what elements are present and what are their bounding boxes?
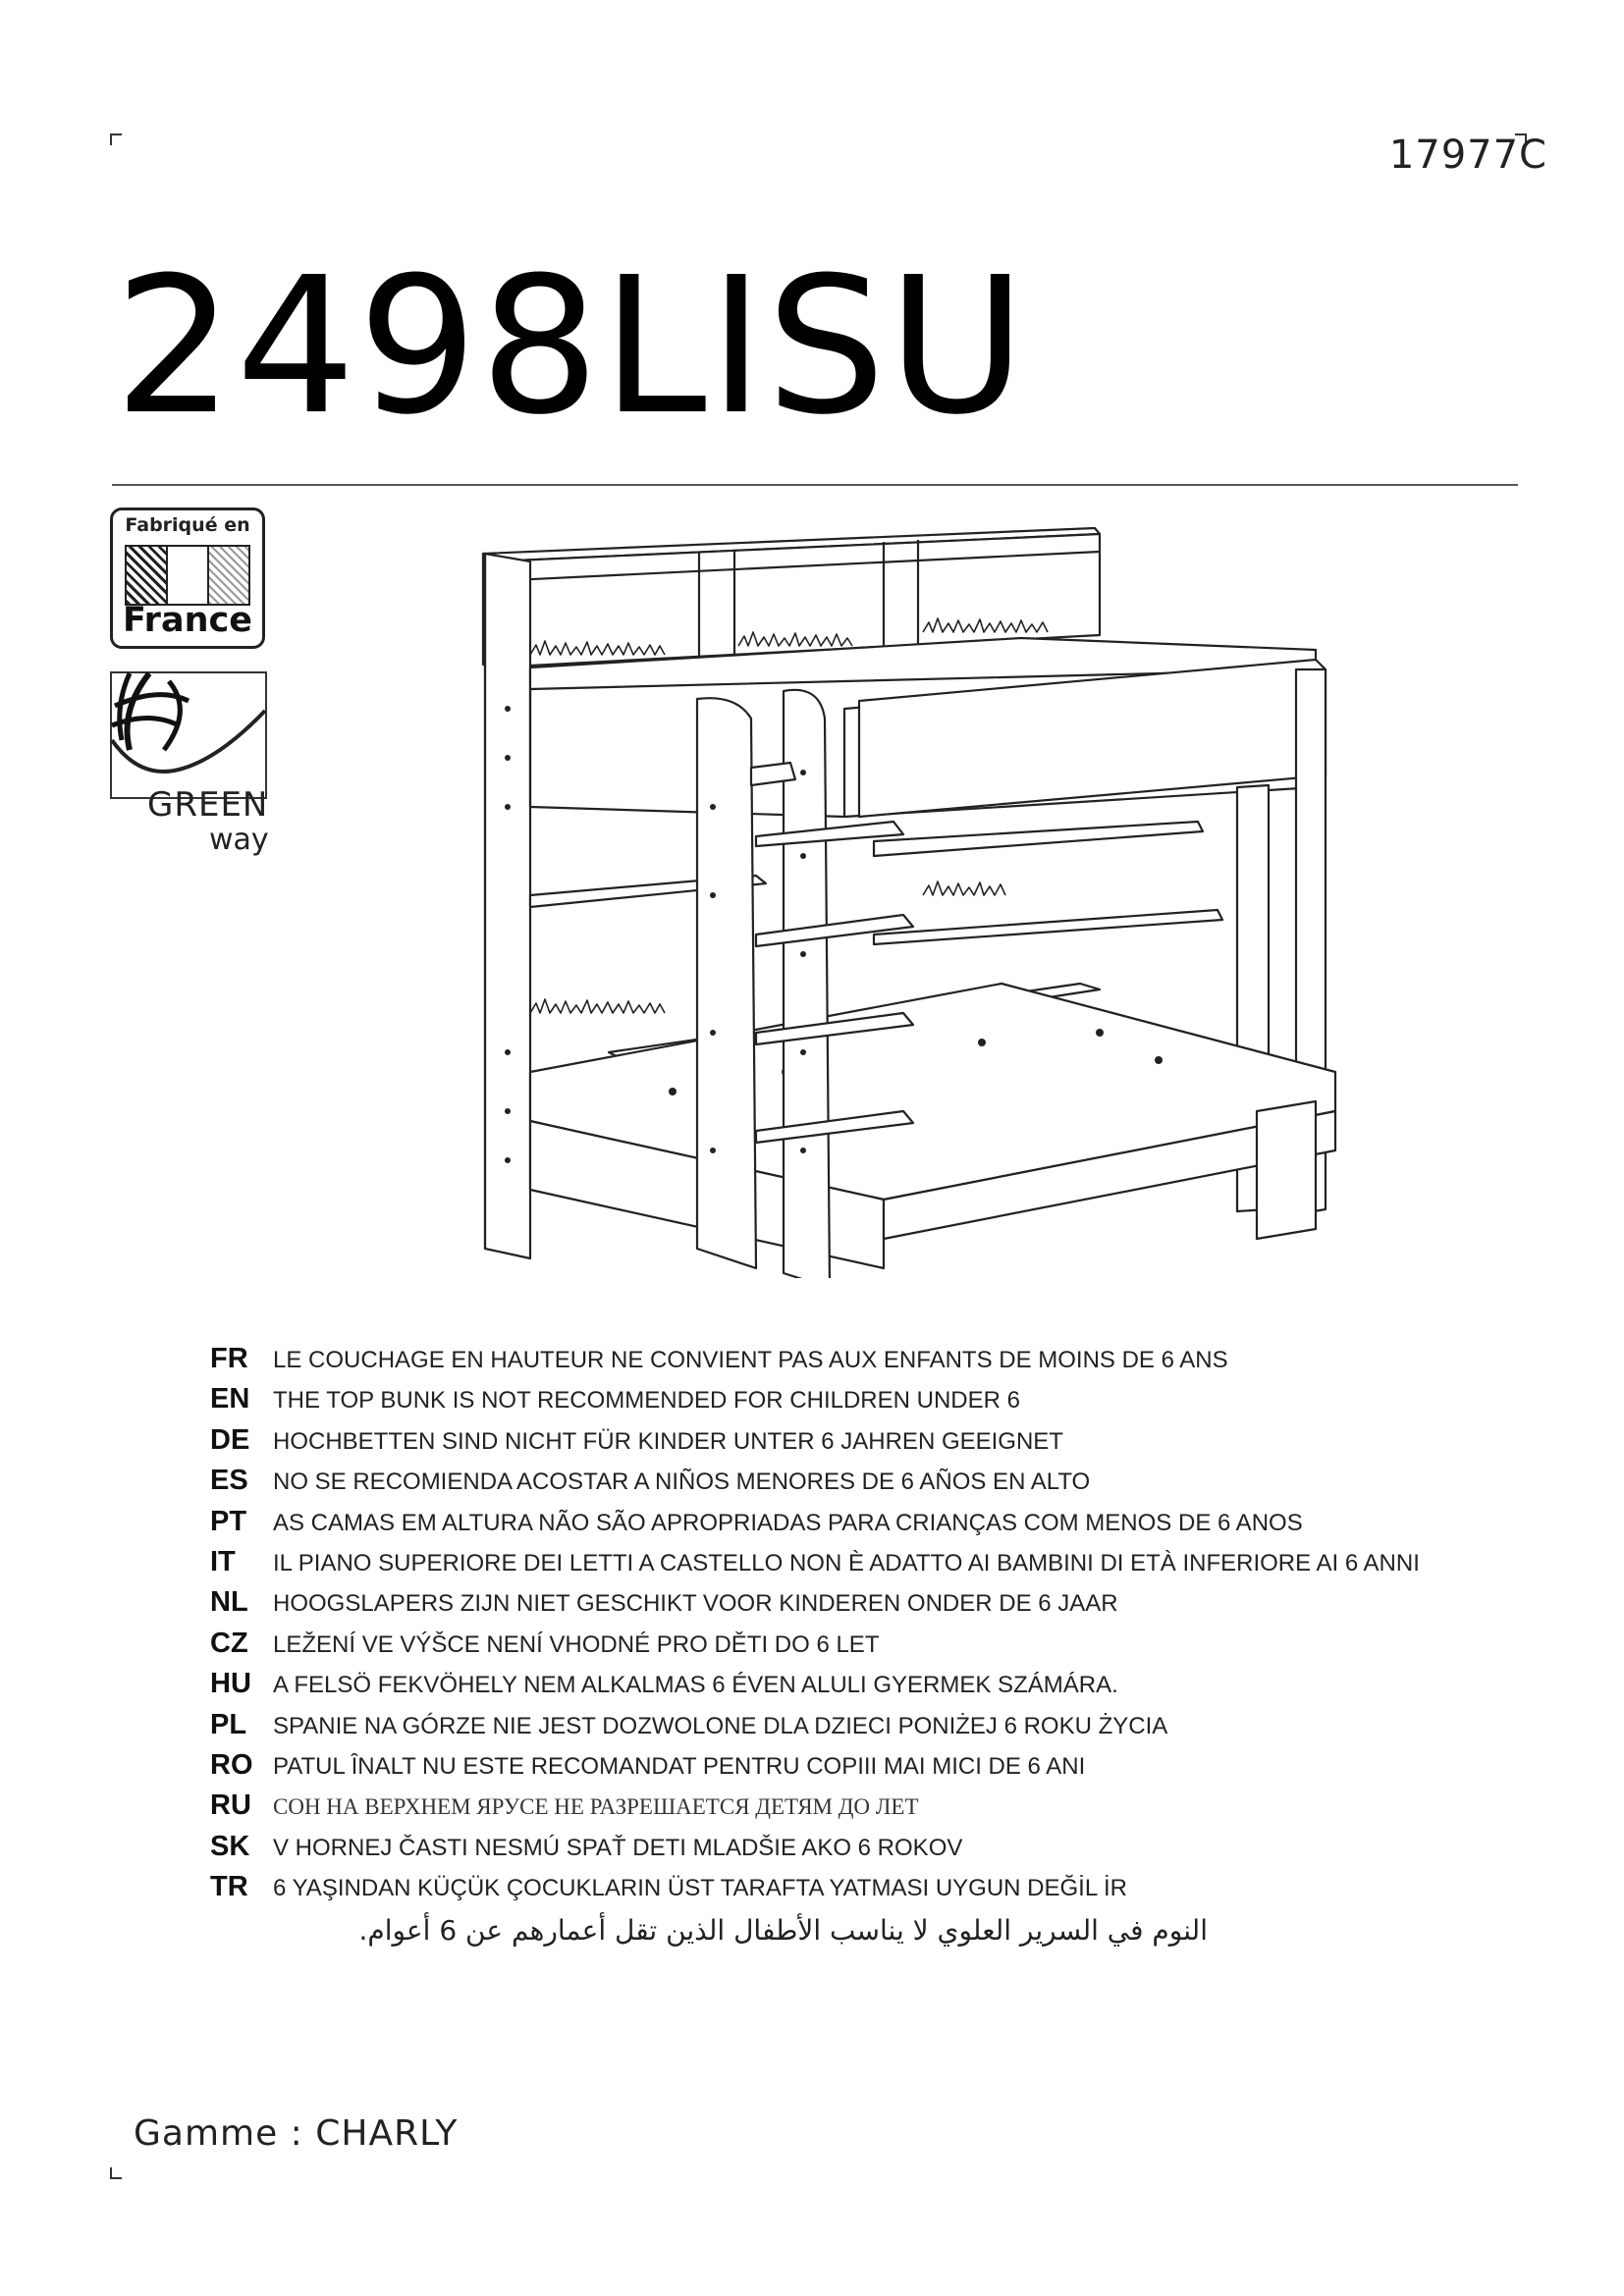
warning-row-ru [210, 1789, 1536, 1830]
language-code: IT [210, 1545, 236, 1577]
divider [112, 484, 1518, 486]
warning-text: SPANIE NA GÓRZE NIE JEST DOZWOLONE DLA DZIECI PONIŻEJ 6 ROKU ŻYCIA [273, 1712, 1168, 1739]
warning-row-tr [210, 1871, 1536, 1911]
warning-text: V HORNEJ ČASTI NESMÚ SPAŤ DETI MLADŠIE AKO 6 ROKOV [273, 1834, 963, 1861]
warning-text: HOCHBETTEN SIND NICHT FÜR KINDER UNTER 6 JAHREN GEEIGNET [273, 1427, 1063, 1455]
badge-top-text: Fabriqué en [125, 514, 250, 536]
warning-row-nl [210, 1586, 1536, 1627]
language-code: SK [210, 1830, 250, 1862]
language-code: DE [210, 1423, 250, 1456]
language-code: ES [210, 1465, 248, 1497]
warning-text: A FELSÖ FEKVÖHELY NEM ALKALMAS 6 ÉVEN ALULI GYERMEK SZÁMÁRA. [273, 1672, 1118, 1699]
warning-row-hu [210, 1668, 1536, 1708]
product-range: Gamme : CHARLY [134, 2113, 459, 2154]
green-logo-line2: way [209, 823, 269, 857]
language-code: PT [210, 1505, 247, 1537]
made-in-france-badge [110, 507, 265, 649]
warning-text: 6 YAŞINDAN KÜÇÜK ÇOCUKLARIN ÜST TARAFTA YATMASI UYGUN DEĞİL İR [273, 1875, 1127, 1902]
warning-row-it [210, 1546, 1536, 1586]
bunk-bed-icon [471, 522, 1355, 1278]
warning-text: PATUL ÎNALT NU ESTE RECOMANDAT PENTRU COPIII MAI MICI DE 6 ANI [273, 1752, 1086, 1780]
warning-row-fr [210, 1343, 1536, 1383]
warning-text: THE TOP BUNK IS NOT RECOMMENDED FOR CHILDREN UNDER 6 [273, 1387, 1020, 1415]
warning-row-pl [210, 1709, 1536, 1749]
badge-bottom-text: France [123, 601, 252, 640]
warning-row-pt [210, 1506, 1536, 1546]
model-title: 2498LISU [114, 238, 1028, 456]
language-code: EN [210, 1383, 250, 1415]
language-code: TR [210, 1871, 248, 1903]
language-code: RO [210, 1748, 253, 1781]
crop-mark-top-left [110, 133, 122, 145]
warning-text: LEŽENÍ VE VÝŠCE NENÍ VHODNÉ PRO DĚTI DO 6 LET [273, 1630, 880, 1658]
warning-row-de [210, 1424, 1536, 1465]
warning-text: HOOGSLAPERS ZIJN NIET GESCHIKT VOOR KINDEREN ONDER DE 6 JAAR [273, 1590, 1118, 1618]
language-code: NL [210, 1586, 248, 1619]
warnings-list [210, 1343, 1536, 1911]
language-code: CZ [210, 1627, 248, 1659]
warning-row-cz [210, 1628, 1536, 1668]
language-code: PL [210, 1708, 247, 1740]
french-flag-icon [125, 545, 250, 606]
warning-row-sk [210, 1831, 1536, 1871]
warning-row-es [210, 1465, 1536, 1505]
warning-text: LE COUCHAGE EN HAUTEUR NE CONVIENT PAS AUX ENFANTS DE MOINS DE 6 ANS [273, 1347, 1228, 1373]
warning-row-en [210, 1383, 1536, 1423]
warning-text: AS CAMAS EM ALTURA NÃO SÃO APROPRIADAS PARA CRIANÇAS COM MENOS DE 6 ANOS [273, 1509, 1303, 1536]
warning-row-ro [210, 1749, 1536, 1789]
warning-text: IL PIANO SUPERIORE DEI LETTI A CASTELLO NON È ADATTO AI BAMBINI DI ETÀ INFERIORE AI 6 ANNI [273, 1549, 1420, 1576]
arabic-warning: النوم في السرير العلوي لا يناسب الأطفال الذين تقل أعمارهم عن 6 أعوام. [358, 1914, 1208, 1947]
crop-mark-bottom-left [110, 2167, 122, 2179]
language-code: HU [210, 1668, 251, 1700]
warning-text: NO SE RECOMIENDA ACOSTAR A NIÑOS MENORES DE 6 AÑOS EN ALTO [273, 1468, 1091, 1496]
globe-swoosh-icon [110, 671, 267, 799]
language-code: RU [210, 1789, 251, 1822]
language-code: FR [210, 1343, 248, 1374]
green-logo-line1: GREEN [147, 785, 269, 825]
reference-number: 17977C [1388, 133, 1547, 178]
warning-text: СОН НА ВЕРХНЕМ ЯРУСЕ НЕ РАЗРЕШАЕТСЯ ДЕТЯМ ДО ЛЕТ [273, 1794, 919, 1820]
